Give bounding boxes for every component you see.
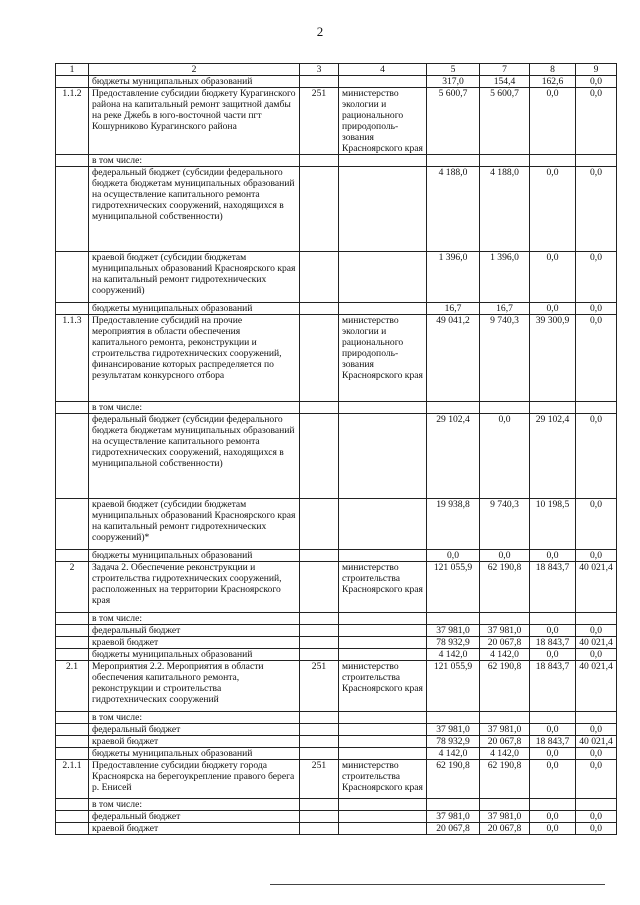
row-value-col5-cell: 37 981,0 bbox=[427, 625, 480, 637]
page-number: 2 bbox=[316, 24, 324, 39]
row-org-cell: министерство строительства Красноярского края bbox=[339, 562, 427, 613]
header-cell-4: 4 bbox=[339, 64, 427, 76]
row-number-cell bbox=[56, 724, 89, 736]
row-value-col5-cell: 16,7 bbox=[427, 303, 480, 315]
row-name-cell: в том числе: bbox=[89, 712, 300, 724]
row-value-col9-cell: 0,0 bbox=[576, 724, 617, 736]
row-value-col8-cell: 0,0 bbox=[530, 550, 576, 562]
row-name-cell: краевой бюджет (субсидии бюджетам муниципальных образований Красноярского края на капитальный ремонт гидротехнических сооружений)* bbox=[89, 499, 300, 550]
row-code-cell bbox=[300, 562, 339, 613]
row-number-cell bbox=[56, 550, 89, 562]
row-value-col9-cell: 40 021,4 bbox=[576, 661, 617, 712]
row-value-col7-cell: 62 190,8 bbox=[480, 760, 530, 799]
row-value-col9-cell: 40 021,4 bbox=[576, 562, 617, 613]
row-value-col7-cell: 20 067,8 bbox=[480, 823, 530, 835]
row-value-col7-cell bbox=[480, 402, 530, 414]
row-value-col7-cell bbox=[480, 613, 530, 625]
row-code-cell bbox=[300, 637, 339, 649]
table-row bbox=[56, 252, 617, 303]
row-code-cell bbox=[300, 625, 339, 637]
row-value-col8-cell: 0,0 bbox=[530, 252, 576, 303]
table-row bbox=[56, 414, 617, 499]
row-value-col8-cell: 0,0 bbox=[530, 303, 576, 315]
row-number-cell bbox=[56, 155, 89, 167]
row-value-col8-cell bbox=[530, 712, 576, 724]
row-name-cell: бюджеты муниципальных образований bbox=[89, 550, 300, 562]
row-name-cell: Мероприятия 2.2. Мероприятия в области обеспечения капитального ремонта, реконструкции и строительства гидротехнических сооружений bbox=[89, 661, 300, 712]
row-name-cell: Предоставление субсидий на прочие мероприятия в области обеспечения капитального ремонта, реконструкции и строительства гидротехнических сооружений, финансирование которых распределяется по результатам конкурсного отбора bbox=[89, 315, 300, 402]
row-code-cell bbox=[300, 252, 339, 303]
row-value-col7-cell: 9 740,3 bbox=[480, 499, 530, 550]
row-org-cell bbox=[339, 637, 427, 649]
row-code-cell bbox=[300, 414, 339, 499]
row-name-cell: Предоставление субсидии бюджету Курагинского района на капитальный ремонт защитной дамбы на реке Джебь в юго-восточной части пгт Кошурниково Курагинского района bbox=[89, 88, 300, 155]
row-value-col8-cell: 10 198,5 bbox=[530, 499, 576, 550]
row-value-col9-cell: 0,0 bbox=[576, 748, 617, 760]
header-cell-1: 1 bbox=[56, 64, 89, 76]
row-value-col9-cell bbox=[576, 613, 617, 625]
table-row bbox=[56, 712, 617, 724]
row-value-col8-cell: 162,6 bbox=[530, 76, 576, 88]
row-value-col7-cell: 37 981,0 bbox=[480, 625, 530, 637]
row-value-col8-cell: 29 102,4 bbox=[530, 414, 576, 499]
row-name-cell: бюджеты муниципальных образований bbox=[89, 649, 300, 661]
row-value-col5-cell: 317,0 bbox=[427, 76, 480, 88]
row-value-col9-cell: 0,0 bbox=[576, 414, 617, 499]
row-value-col5-cell: 4 142,0 bbox=[427, 748, 480, 760]
row-value-col5-cell: 37 981,0 bbox=[427, 724, 480, 736]
row-value-col5-cell: 4 188,0 bbox=[427, 167, 480, 252]
row-number-cell: 2 bbox=[56, 562, 89, 613]
budget-table bbox=[55, 63, 617, 835]
row-value-col5-cell: 19 938,8 bbox=[427, 499, 480, 550]
row-value-col7-cell: 4 142,0 bbox=[480, 748, 530, 760]
row-value-col9-cell: 0,0 bbox=[576, 88, 617, 155]
row-value-col5-cell: 121 055,9 bbox=[427, 562, 480, 613]
row-org-cell bbox=[339, 402, 427, 414]
row-value-col7-cell: 37 981,0 bbox=[480, 811, 530, 823]
row-value-col8-cell: 0,0 bbox=[530, 649, 576, 661]
row-value-col7-cell: 0,0 bbox=[480, 550, 530, 562]
table-row bbox=[56, 637, 617, 649]
header-cell-3: 3 bbox=[300, 64, 339, 76]
row-org-cell bbox=[339, 155, 427, 167]
table-row bbox=[56, 799, 617, 811]
row-org-cell bbox=[339, 414, 427, 499]
row-code-cell: 251 bbox=[300, 760, 339, 799]
row-value-col5-cell: 1 396,0 bbox=[427, 252, 480, 303]
row-value-col7-cell: 154,4 bbox=[480, 76, 530, 88]
row-name-cell: в том числе: bbox=[89, 402, 300, 414]
row-value-col8-cell bbox=[530, 155, 576, 167]
table-row bbox=[56, 748, 617, 760]
row-value-col8-cell: 0,0 bbox=[530, 823, 576, 835]
row-number-cell bbox=[56, 499, 89, 550]
row-value-col7-cell: 0,0 bbox=[480, 414, 530, 499]
row-value-col7-cell: 62 190,8 bbox=[480, 661, 530, 712]
row-name-cell: краевой бюджет bbox=[89, 823, 300, 835]
row-value-col9-cell: 0,0 bbox=[576, 315, 617, 402]
row-org-cell: министерство строительства Красноярского края bbox=[339, 661, 427, 712]
row-value-col5-cell: 78 932,9 bbox=[427, 637, 480, 649]
row-number-cell: 2.1 bbox=[56, 661, 89, 712]
row-org-cell bbox=[339, 613, 427, 625]
row-value-col9-cell: 0,0 bbox=[576, 760, 617, 799]
header-cell-2: 2 bbox=[89, 64, 300, 76]
row-number-cell bbox=[56, 736, 89, 748]
row-code-cell bbox=[300, 167, 339, 252]
row-number-cell bbox=[56, 811, 89, 823]
table-row bbox=[56, 625, 617, 637]
row-value-col8-cell: 18 843,7 bbox=[530, 562, 576, 613]
row-name-cell: федеральный бюджет bbox=[89, 625, 300, 637]
row-org-cell: министерство экологии и рационального природополь-зования Красноярского края bbox=[339, 315, 427, 402]
header-cell-9: 9 bbox=[576, 64, 617, 76]
row-value-col9-cell: 0,0 bbox=[576, 76, 617, 88]
row-org-cell bbox=[339, 799, 427, 811]
table-row bbox=[56, 550, 617, 562]
row-value-col9-cell bbox=[576, 712, 617, 724]
row-code-cell bbox=[300, 499, 339, 550]
row-code-cell bbox=[300, 613, 339, 625]
row-code-cell bbox=[300, 799, 339, 811]
row-code-cell bbox=[300, 823, 339, 835]
row-value-col7-cell: 5 600,7 bbox=[480, 88, 530, 155]
row-value-col8-cell: 0,0 bbox=[530, 625, 576, 637]
table-row bbox=[56, 76, 617, 88]
row-value-col9-cell: 0,0 bbox=[576, 625, 617, 637]
row-number-cell bbox=[56, 799, 89, 811]
row-value-col8-cell: 0,0 bbox=[530, 88, 576, 155]
row-code-cell bbox=[300, 649, 339, 661]
row-org-cell bbox=[339, 550, 427, 562]
row-org-cell bbox=[339, 625, 427, 637]
row-org-cell: министерство строительства Красноярского края bbox=[339, 760, 427, 799]
row-name-cell: в том числе: bbox=[89, 799, 300, 811]
row-value-col9-cell: 0,0 bbox=[576, 649, 617, 661]
row-code-cell bbox=[300, 303, 339, 315]
row-value-col7-cell: 62 190,8 bbox=[480, 562, 530, 613]
bottom-rule bbox=[270, 884, 605, 885]
row-name-cell: бюджеты муниципальных образований bbox=[89, 748, 300, 760]
row-value-col7-cell: 4 188,0 bbox=[480, 167, 530, 252]
row-org-cell bbox=[339, 712, 427, 724]
table-row bbox=[56, 167, 617, 252]
header-cell-8: 8 bbox=[530, 64, 576, 76]
row-value-col8-cell bbox=[530, 402, 576, 414]
row-name-cell: в том числе: bbox=[89, 155, 300, 167]
row-value-col9-cell bbox=[576, 402, 617, 414]
row-name-cell: в том числе: bbox=[89, 613, 300, 625]
row-number-cell bbox=[56, 414, 89, 499]
row-value-col9-cell: 40 021,4 bbox=[576, 736, 617, 748]
row-value-col7-cell: 16,7 bbox=[480, 303, 530, 315]
row-code-cell bbox=[300, 550, 339, 562]
row-name-cell: федеральный бюджет bbox=[89, 724, 300, 736]
row-value-col8-cell: 0,0 bbox=[530, 760, 576, 799]
row-number-cell bbox=[56, 76, 89, 88]
row-value-col8-cell: 0,0 bbox=[530, 724, 576, 736]
row-org-cell bbox=[339, 252, 427, 303]
row-code-cell: 251 bbox=[300, 88, 339, 155]
row-value-col7-cell: 1 396,0 bbox=[480, 252, 530, 303]
row-value-col7-cell: 20 067,8 bbox=[480, 637, 530, 649]
table-row bbox=[56, 562, 617, 613]
table-row bbox=[56, 155, 617, 167]
row-value-col8-cell: 18 843,7 bbox=[530, 637, 576, 649]
header-cell-5: 5 bbox=[427, 64, 480, 76]
row-name-cell: бюджеты муниципальных образований bbox=[89, 303, 300, 315]
row-value-col9-cell bbox=[576, 799, 617, 811]
row-value-col5-cell: 121 055,9 bbox=[427, 661, 480, 712]
row-org-cell bbox=[339, 649, 427, 661]
row-value-col9-cell: 0,0 bbox=[576, 252, 617, 303]
row-org-cell bbox=[339, 303, 427, 315]
row-number-cell bbox=[56, 167, 89, 252]
row-value-col9-cell: 40 021,4 bbox=[576, 637, 617, 649]
row-value-col7-cell: 20 067,8 bbox=[480, 736, 530, 748]
row-org-cell bbox=[339, 724, 427, 736]
row-value-col5-cell bbox=[427, 613, 480, 625]
row-code-cell bbox=[300, 724, 339, 736]
table-row bbox=[56, 613, 617, 625]
table-row bbox=[56, 499, 617, 550]
row-code-cell bbox=[300, 155, 339, 167]
row-value-col7-cell: 37 981,0 bbox=[480, 724, 530, 736]
row-name-cell: Задача 2. Обеспечение реконструкции и строительства гидротехнических сооружений, расположенных на территории Красноярского края bbox=[89, 562, 300, 613]
row-value-col7-cell: 4 142,0 bbox=[480, 649, 530, 661]
row-value-col5-cell: 62 190,8 bbox=[427, 760, 480, 799]
table-row bbox=[56, 402, 617, 414]
row-value-col8-cell: 0,0 bbox=[530, 167, 576, 252]
row-value-col8-cell: 39 300,9 bbox=[530, 315, 576, 402]
row-value-col9-cell: 0,0 bbox=[576, 811, 617, 823]
table-row bbox=[56, 811, 617, 823]
row-name-cell: Предоставление субсидии бюджету города Красноярска на берегоукрепление правого берега р. Енисей bbox=[89, 760, 300, 799]
row-code-cell bbox=[300, 748, 339, 760]
row-value-col5-cell bbox=[427, 799, 480, 811]
row-number-cell bbox=[56, 252, 89, 303]
row-value-col5-cell: 20 067,8 bbox=[427, 823, 480, 835]
row-value-col9-cell bbox=[576, 155, 617, 167]
table-row bbox=[56, 649, 617, 661]
row-value-col7-cell bbox=[480, 155, 530, 167]
row-value-col5-cell bbox=[427, 402, 480, 414]
header-cell-7: 7 bbox=[480, 64, 530, 76]
row-value-col5-cell: 29 102,4 bbox=[427, 414, 480, 499]
row-code-cell bbox=[300, 712, 339, 724]
row-value-col8-cell bbox=[530, 613, 576, 625]
row-value-col8-cell bbox=[530, 799, 576, 811]
row-value-col5-cell bbox=[427, 155, 480, 167]
row-number-cell bbox=[56, 649, 89, 661]
row-org-cell bbox=[339, 167, 427, 252]
row-name-cell: краевой бюджет bbox=[89, 637, 300, 649]
row-number-cell: 2.1.1 bbox=[56, 760, 89, 799]
row-number-cell: 1.1.2 bbox=[56, 88, 89, 155]
row-value-col5-cell bbox=[427, 712, 480, 724]
row-value-col5-cell: 37 981,0 bbox=[427, 811, 480, 823]
row-name-cell: федеральный бюджет (субсидии федерального бюджета бюджетам муниципальных образований на осуществление капитального ремонта гидротехнических сооружений, находящихся в муниципальной собственности) bbox=[89, 167, 300, 252]
row-value-col8-cell: 0,0 bbox=[530, 811, 576, 823]
row-value-col9-cell: 0,0 bbox=[576, 550, 617, 562]
row-org-cell bbox=[339, 76, 427, 88]
row-number-cell bbox=[56, 303, 89, 315]
table-row bbox=[56, 303, 617, 315]
table-row bbox=[56, 661, 617, 712]
header-row bbox=[56, 64, 617, 76]
row-code-cell bbox=[300, 402, 339, 414]
row-value-col9-cell: 0,0 bbox=[576, 167, 617, 252]
row-name-cell: краевой бюджет bbox=[89, 736, 300, 748]
row-name-cell: краевой бюджет (субсидии бюджетам муниципальных образований Красноярского края на капитальный ремонт гидротехнических сооружений) bbox=[89, 252, 300, 303]
row-code-cell bbox=[300, 315, 339, 402]
row-value-col8-cell: 18 843,7 bbox=[530, 661, 576, 712]
row-org-cell bbox=[339, 823, 427, 835]
table-row bbox=[56, 724, 617, 736]
row-org-cell: министерство экологии и рационального природополь-зования Красноярского края bbox=[339, 88, 427, 155]
row-value-col8-cell: 0,0 bbox=[530, 748, 576, 760]
row-name-cell: федеральный бюджет (субсидии федерального бюджета бюджетам муниципальных образований на осуществление капитального ремонта гидротехнических сооружений, находящихся в муниципальной собственности) bbox=[89, 414, 300, 499]
row-org-cell bbox=[339, 499, 427, 550]
row-number-cell bbox=[56, 637, 89, 649]
row-code-cell bbox=[300, 76, 339, 88]
table-row bbox=[56, 88, 617, 155]
row-value-col5-cell: 5 600,7 bbox=[427, 88, 480, 155]
row-value-col7-cell bbox=[480, 799, 530, 811]
row-value-col5-cell: 78 932,9 bbox=[427, 736, 480, 748]
row-number-cell bbox=[56, 625, 89, 637]
row-value-col9-cell: 0,0 bbox=[576, 499, 617, 550]
row-value-col8-cell: 18 843,7 bbox=[530, 736, 576, 748]
row-number-cell bbox=[56, 748, 89, 760]
row-number-cell bbox=[56, 712, 89, 724]
row-org-cell bbox=[339, 748, 427, 760]
row-number-cell: 1.1.3 bbox=[56, 315, 89, 402]
row-value-col9-cell: 0,0 bbox=[576, 303, 617, 315]
row-code-cell bbox=[300, 736, 339, 748]
table-row bbox=[56, 760, 617, 799]
row-name-cell: федеральный бюджет bbox=[89, 811, 300, 823]
row-number-cell bbox=[56, 613, 89, 625]
row-value-col5-cell: 49 041,2 bbox=[427, 315, 480, 402]
row-code-cell bbox=[300, 811, 339, 823]
row-code-cell: 251 bbox=[300, 661, 339, 712]
row-value-col5-cell: 4 142,0 bbox=[427, 649, 480, 661]
row-org-cell bbox=[339, 811, 427, 823]
row-value-col5-cell: 0,0 bbox=[427, 550, 480, 562]
row-value-col7-cell bbox=[480, 712, 530, 724]
row-org-cell bbox=[339, 736, 427, 748]
row-number-cell bbox=[56, 402, 89, 414]
table-row bbox=[56, 823, 617, 835]
row-name-cell: бюджеты муниципальных образований bbox=[89, 76, 300, 88]
table-row bbox=[56, 736, 617, 748]
table-row bbox=[56, 315, 617, 402]
row-value-col7-cell: 9 740,3 bbox=[480, 315, 530, 402]
row-value-col9-cell: 0,0 bbox=[576, 823, 617, 835]
row-number-cell bbox=[56, 823, 89, 835]
